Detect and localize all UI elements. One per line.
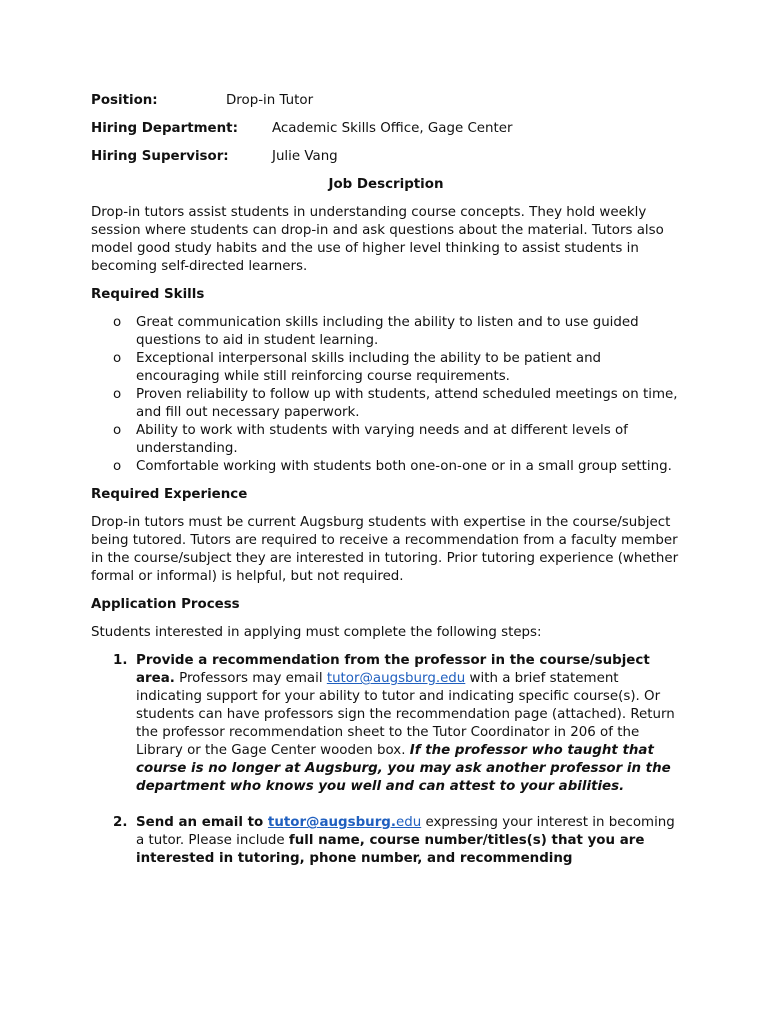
job-description-text: Drop-in tutors assist students in understanding course concepts. They hold weekly session where students can drop-in and ask questions about the material. Tutors also model good study habits and the use of higher level thinking to assist students in becoming self-directed learners. — [91, 205, 664, 274]
step1-text-a: Professors may email — [174, 671, 327, 686]
bullet-marker: o — [113, 315, 122, 330]
skill-text: Ability to work with students with varying needs and at different levels of understanding. — [136, 423, 628, 456]
link-plain-part: edu — [395, 815, 422, 830]
list-item — [91, 350, 681, 386]
required-skills-list — [91, 314, 681, 476]
required-experience-heading: Required Experience — [91, 487, 248, 502]
list-item — [91, 814, 681, 868]
position-value: Drop-in Tutor — [226, 93, 314, 108]
required-experience-text: Drop-in tutors must be current Augsburg students with expertise in the course/subject being tutored. Tutors are required to receive a recommendation from a faculty member in the course/subject they are interested in tutoring. Prior tutoring experience (whether formal or informal) is helpful, but not required. — [91, 515, 679, 584]
application-steps-list — [91, 652, 681, 868]
hiring-supervisor-row — [91, 148, 681, 166]
hiring-department-value: Academic Skills Office, Gage Center — [272, 121, 513, 136]
step1-note: If the professor who taught that course is no longer at Augsburg, you may ask another professor in the department who knows you well and can attest to your abilities. — [136, 743, 671, 794]
bullet-marker: o — [113, 459, 122, 474]
hiring-department-label: Hiring Department: — [91, 121, 238, 136]
list-item — [91, 458, 681, 476]
skill-text: Proven reliability to follow up with students, attend scheduled meetings on time, and fill out necessary paperwork. — [136, 387, 678, 420]
job-description-heading: Job Description — [328, 177, 444, 192]
skill-text: Exceptional interpersonal skills including the ability to be patient and encouraging while still reinforcing course requirements. — [136, 351, 602, 384]
step2-text-a: expressing your interest in becoming a tutor. Please include — [136, 815, 675, 848]
position-label: Position: — [91, 93, 158, 108]
link-bold-part: tutor@augsburg. — [267, 815, 396, 830]
step1-text-b: with a brief statement indicating support for your ability to tutor and indicating specific course(s). Or students can have professors sign the recommendation page (attached). Return the professor recommendation sheet to the Tutor Coordinator in 206 of the Library or the Gage Center wooden box. — [136, 671, 675, 758]
application-process-heading: Application Process — [91, 597, 240, 612]
tutor-email-link-2[interactable] — [268, 815, 421, 830]
hiring-supervisor-value: Julie Vang — [272, 149, 338, 164]
skill-text: Comfortable working with students both one-on-one or in a small group setting. — [136, 459, 672, 474]
step-spacer — [91, 796, 681, 814]
required-skills-heading: Required Skills — [91, 287, 205, 302]
step-number: 2. — [113, 815, 128, 830]
step2-lead: Send an email to — [136, 815, 268, 830]
bullet-marker: o — [113, 387, 122, 402]
bullet-marker: o — [113, 351, 122, 366]
hiring-department-row — [91, 120, 681, 138]
step-number: 1. — [113, 653, 128, 668]
bullet-marker: o — [113, 423, 122, 438]
skill-text: Great communication skills including the ability to listen and to use guided questions to aid in student learning. — [136, 315, 639, 348]
document-page — [91, 92, 681, 868]
list-item — [91, 386, 681, 422]
application-process-intro: Students interested in applying must complete the following steps: — [91, 625, 542, 640]
step1-lead: Provide a recommendation from the professor in the course/subject area. — [136, 653, 650, 686]
hiring-supervisor-label: Hiring Supervisor: — [91, 149, 229, 164]
tutor-email-link[interactable]: tutor@augsburg.edu — [326, 671, 466, 686]
position-row — [91, 92, 681, 110]
list-item — [91, 652, 681, 796]
list-item — [91, 422, 681, 458]
list-item — [91, 314, 681, 350]
step2-tail: full name, course number/titles(s) that you are interested in tutoring, phone number, and recommending — [136, 833, 645, 866]
